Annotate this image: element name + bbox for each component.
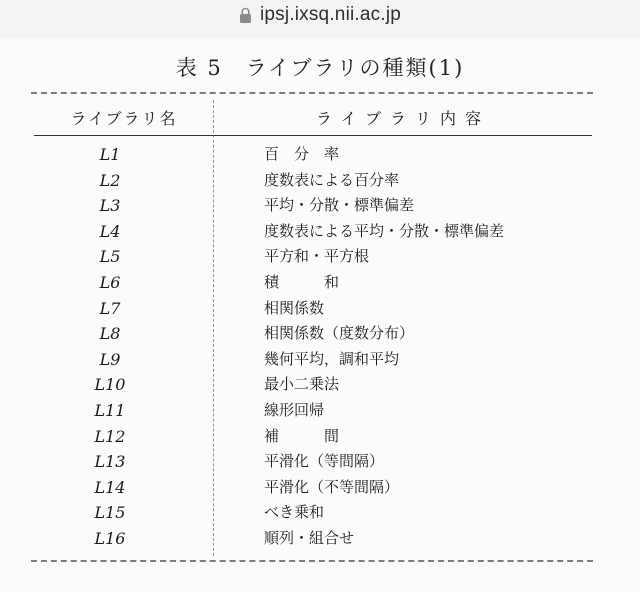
table-bottom-rule bbox=[31, 560, 593, 562]
library-content: 平滑化（不等間隔） bbox=[264, 477, 400, 496]
column-header-name: ライブラリ名 bbox=[70, 109, 178, 128]
table-row bbox=[0, 168, 640, 194]
url-display[interactable] bbox=[0, 2, 640, 28]
library-content: 度数表による平均・分散・標準偏差 bbox=[264, 221, 505, 240]
library-name: L5 bbox=[99, 247, 121, 267]
header-rule bbox=[34, 135, 592, 136]
url-text: ipsj.ixsq.nii.ac.jp bbox=[259, 4, 402, 25]
library-content: 積 和 bbox=[264, 272, 340, 291]
table-row bbox=[0, 219, 640, 245]
library-name: L6 bbox=[99, 272, 121, 292]
library-name: L9 bbox=[99, 349, 121, 369]
library-name: L7 bbox=[99, 298, 121, 318]
library-content: 補 間 bbox=[264, 426, 340, 445]
column-header-content: ライブラリ内容 bbox=[315, 109, 491, 128]
table-row bbox=[0, 500, 640, 526]
library-content: 度数表による百分率 bbox=[264, 170, 400, 189]
library-name: L1 bbox=[99, 145, 121, 164]
table-title: 表 5 ライブラリの種類(1) bbox=[175, 56, 465, 80]
library-name: L8 bbox=[99, 324, 121, 344]
table-row bbox=[0, 424, 640, 450]
table-row bbox=[0, 321, 640, 347]
library-content: 平滑化（等間隔） bbox=[264, 452, 385, 471]
library-name: L11 bbox=[94, 400, 126, 420]
library-name: L10 bbox=[94, 375, 126, 395]
library-name: L14 bbox=[94, 477, 126, 497]
library-content: 平方和・平方根 bbox=[264, 247, 370, 266]
table-row bbox=[0, 526, 640, 552]
library-name: L12 bbox=[94, 426, 126, 446]
table-row bbox=[0, 296, 640, 322]
library-content: 線形回帰 bbox=[264, 400, 325, 419]
table-row bbox=[0, 142, 640, 168]
table-row bbox=[0, 347, 640, 373]
table-row bbox=[0, 270, 640, 296]
table-row bbox=[0, 193, 640, 219]
lock-icon bbox=[239, 7, 252, 24]
library-content: 相関係数（度数分布） bbox=[264, 324, 415, 343]
library-name: L15 bbox=[94, 503, 126, 523]
library-content: 幾何平均，調和平均 bbox=[264, 349, 400, 368]
table-row bbox=[0, 475, 640, 501]
document-view bbox=[0, 38, 640, 592]
library-name: L16 bbox=[94, 528, 126, 548]
library-name: L4 bbox=[99, 221, 121, 241]
library-name: L2 bbox=[99, 170, 121, 190]
table-row bbox=[0, 372, 640, 398]
library-name: L3 bbox=[99, 196, 121, 216]
table-top-rule bbox=[31, 92, 593, 94]
library-content: 相関係数 bbox=[264, 298, 325, 317]
browser-address-bar bbox=[0, 0, 640, 39]
library-content: 順列・組合せ bbox=[264, 528, 355, 547]
library-content: 百 分 率 bbox=[264, 145, 340, 163]
library-content: べき乗和 bbox=[264, 503, 325, 522]
table-body bbox=[0, 142, 640, 552]
table-row bbox=[0, 244, 640, 270]
library-name: L13 bbox=[94, 452, 126, 472]
table-row bbox=[0, 398, 640, 424]
table-row bbox=[0, 449, 640, 475]
library-content: 平均・分散・標準偏差 bbox=[264, 196, 415, 215]
library-content: 最小二乗法 bbox=[264, 375, 340, 394]
